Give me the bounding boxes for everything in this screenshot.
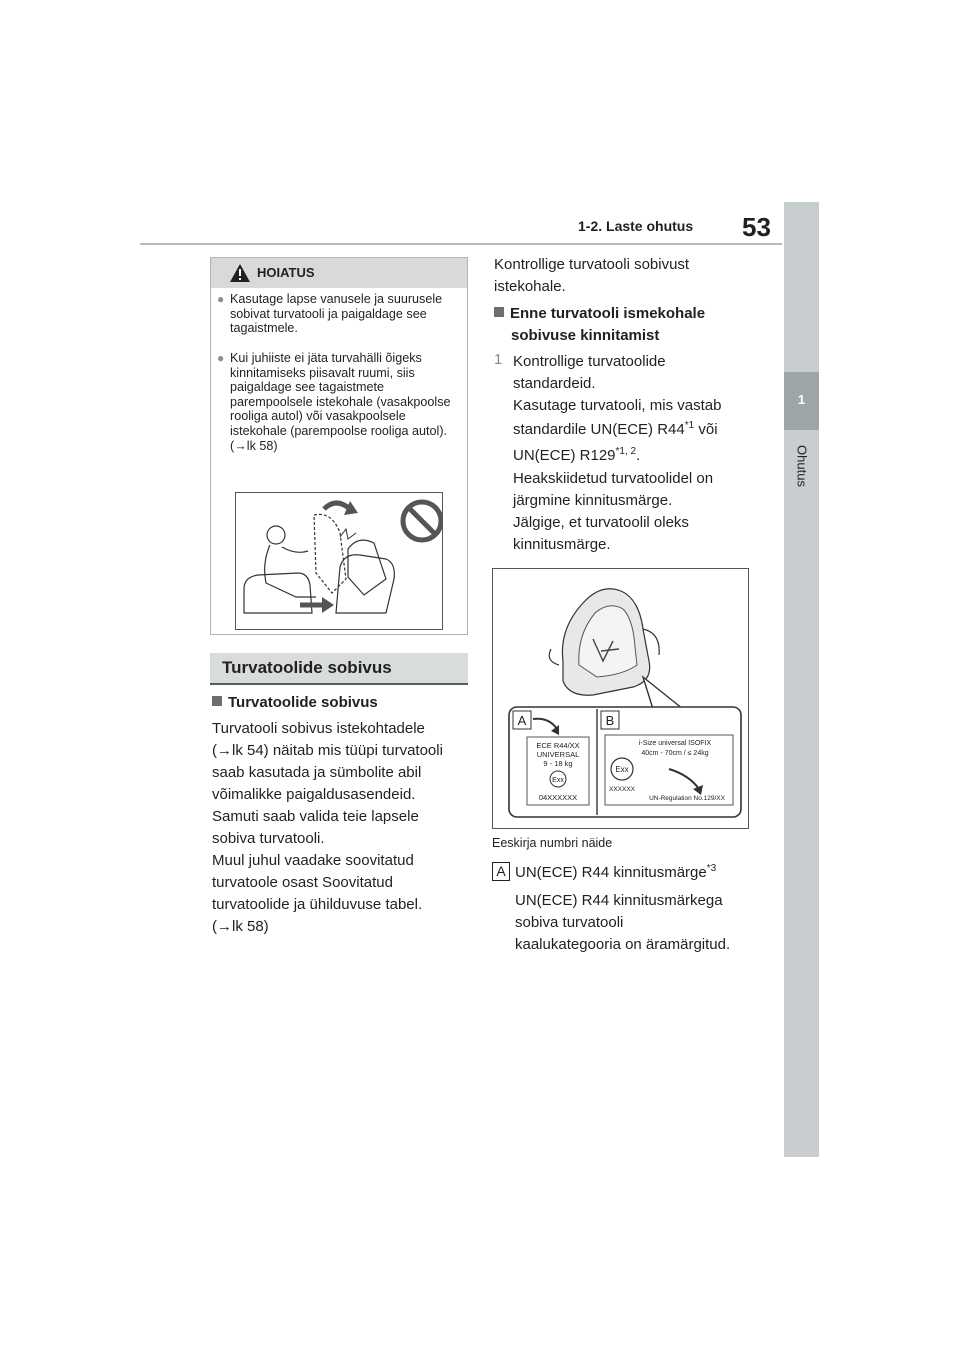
item-a-title bbox=[515, 862, 765, 884]
approval-label-illustration bbox=[492, 568, 749, 829]
label-a-line3: 9 - 18 kg bbox=[543, 759, 573, 768]
step-text-rest: Heakskiidetud turvatoolidel on järgmine kinnitusmärge. Jälgige, et turvatoolil oleks kinnitusmärge. bbox=[513, 470, 714, 553]
label-a-line1: ECE R44/XX bbox=[536, 741, 580, 750]
chapter-label-container bbox=[784, 436, 819, 496]
chapter-side-tab bbox=[784, 202, 819, 1157]
warning-illustration bbox=[235, 492, 443, 630]
right-subheading bbox=[494, 303, 705, 325]
step-line: UN(ECE) R129 bbox=[513, 447, 616, 464]
section-title: 1-2. Laste ohutus bbox=[578, 218, 694, 234]
label-a-mark: Exx bbox=[552, 777, 564, 784]
footnote-ref: *1 bbox=[684, 420, 695, 431]
left-paragraph: Turvatooli sobivus istekohtadele (→lk 54) näitab mis tüüpi turvatooli saab kasutada ja sümbolite abil võimalikke paigaldusasendeid. Samuti saab valida teie lapsele sobiva turvatooli. Muul juhul vaadake soovitatud turvatoole osast Soovitatud turvatoolide ja ühilduvuse tabel. (→lk 58) bbox=[212, 720, 443, 935]
step-line: Kontrollige turvatoolide bbox=[513, 353, 666, 370]
footnote-ref: *3 bbox=[706, 863, 717, 874]
bullet-icon: ● bbox=[217, 351, 225, 365]
chapter-label: Ohutus bbox=[794, 445, 809, 487]
intro-paragraph: Kontrollige turvatooli sobivust istekohale. bbox=[494, 256, 690, 295]
section-heading-bar bbox=[210, 653, 468, 685]
item-a-title-text: UN(ECE) R44 kinnitusmärge bbox=[515, 864, 707, 881]
step-text bbox=[513, 373, 763, 395]
step-line: Kasutage turvatooli, mis vastab bbox=[513, 397, 722, 414]
figure-label-a: A bbox=[517, 713, 527, 728]
warning-header bbox=[211, 258, 467, 288]
square-bullet-icon bbox=[494, 307, 504, 317]
step-text bbox=[513, 445, 763, 467]
label-b-code: XXXXXX bbox=[608, 786, 636, 793]
header-divider bbox=[140, 243, 782, 245]
figure-caption: Eeskirja numbri näide bbox=[492, 836, 613, 850]
right-subheading-line1: Enne turvatooli ismekohale bbox=[510, 305, 706, 322]
label-b-mark: Exx bbox=[615, 765, 629, 774]
child-seat-front-illustration bbox=[236, 493, 442, 629]
footnote-ref: *1, 2 bbox=[615, 446, 637, 457]
page-number: 53 bbox=[742, 212, 771, 242]
item-a-description: UN(ECE) R44 kinnitusmärkega sobiva turvatooli kaalukategooria on äramärgitud. bbox=[515, 892, 731, 953]
left-subheading bbox=[212, 692, 378, 714]
label-a-code: 04XXXXXX bbox=[538, 793, 578, 802]
chapter-number: 1 bbox=[797, 392, 806, 407]
warning-item bbox=[217, 292, 457, 336]
warning-triangle-icon bbox=[229, 263, 251, 283]
warning-item-text: Kasutage lapse vanusele ja suurusele sobivat turvatooli ja paigaldage see tagaistmele. bbox=[230, 292, 443, 336]
warning-box bbox=[210, 257, 468, 635]
item-a-letter-box: A bbox=[492, 862, 510, 881]
step-text bbox=[513, 395, 763, 417]
step-text bbox=[513, 351, 763, 373]
bullet-icon: ● bbox=[217, 292, 225, 306]
step-line: standardile UN(ECE) R44 bbox=[513, 421, 685, 438]
label-b-line1: i-Size universal ISOFIX bbox=[638, 740, 712, 747]
figure-label-b: B bbox=[605, 713, 615, 728]
warning-item bbox=[217, 351, 457, 453]
label-b-line2: 40cm - 70cm / ≤ 24kg bbox=[641, 750, 709, 757]
child-seat-labels-drawing bbox=[493, 569, 748, 828]
square-bullet-icon bbox=[212, 696, 222, 706]
step-line: või bbox=[694, 421, 718, 438]
warning-title: HOIATUS bbox=[257, 265, 315, 280]
label-a-line2: UNIVERSAL bbox=[536, 750, 580, 759]
label-b-regulation: UN-Regulation No.129/XX bbox=[649, 795, 725, 802]
warning-item-text: Kui juhiiste ei jäta turvahälli õigeks kinnitamiseks piisavalt ruumi, siis paigaldage see tagaistmete parempoolsele istekohale (vasakpoolse rooliga autol) või vasakpoolsele istekohale (parempoolse rooliga autol). (→lk 58) bbox=[230, 351, 451, 453]
step-text bbox=[513, 419, 763, 441]
section-heading: Turvatoolide sobivus bbox=[222, 658, 392, 677]
left-subheading-text: Turvatoolide sobivus bbox=[228, 694, 378, 711]
step-line: . bbox=[636, 447, 641, 464]
step-line: standardeid. bbox=[513, 375, 596, 392]
right-subheading-line2: sobivuse kinnitamist bbox=[511, 327, 660, 344]
step-number: 1 bbox=[494, 351, 503, 368]
